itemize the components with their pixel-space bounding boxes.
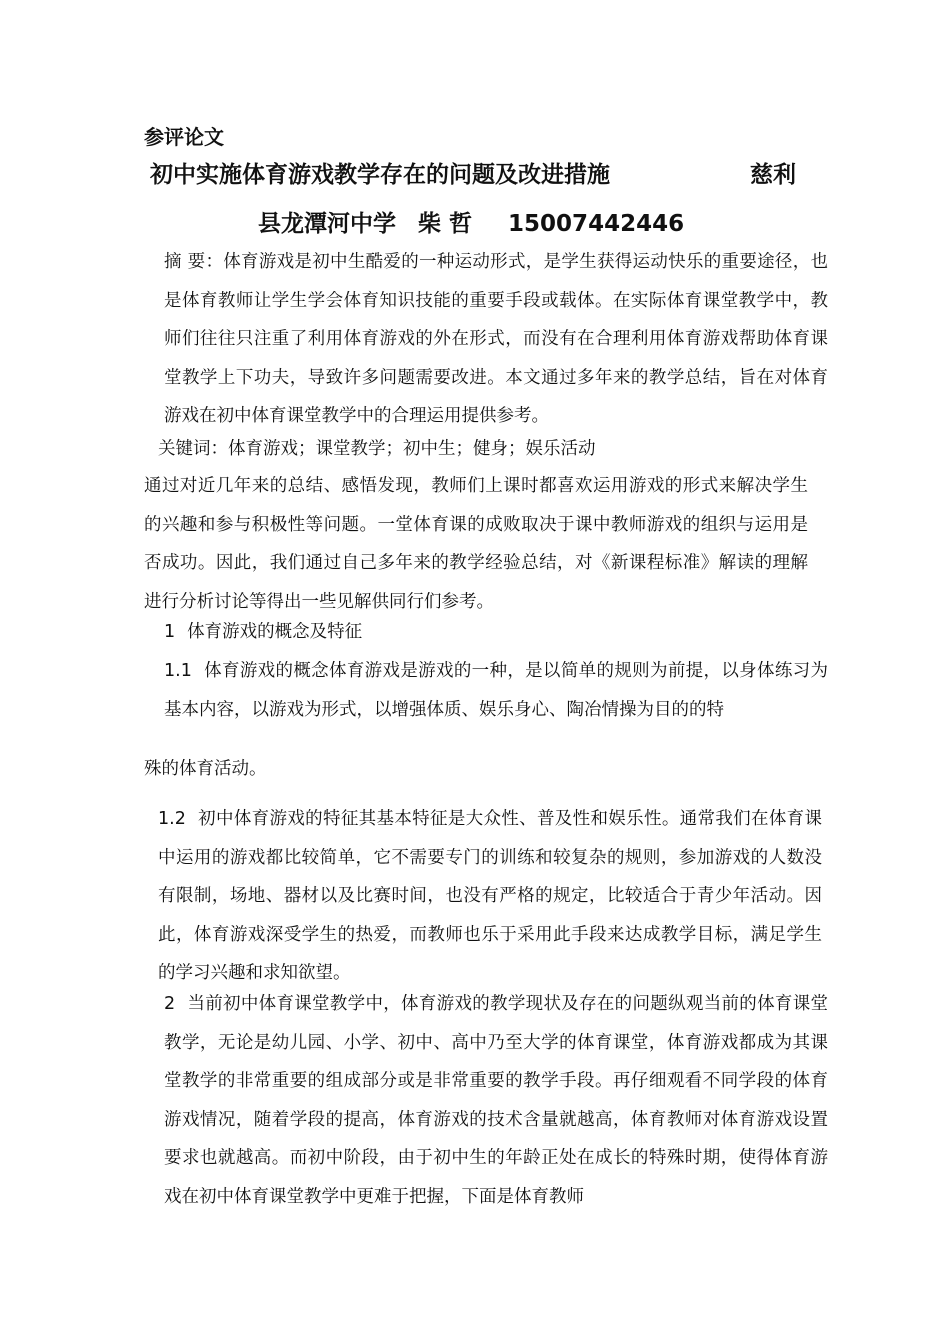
- section-2-number: 2: [164, 994, 176, 1014]
- section-2-text: 当前初中体育课堂教学中，体育游戏的教学现状及存在的问题纵观当前的体育课堂教学，无论是幼儿园、小学、初中、高中乃至大学的体育课堂，体育游戏都成为其课堂教学的非常重要的组成部分或是非常重要的教学手段。再仔细观看不同学段的体育游戏情况，随着学段的提高，体育游戏的技术含量就越高，体育教师对体育游戏设置要求也就越高。而初中阶段，由于初中生的年龄正处在成长的特殊时期，使得体育游戏在初中体育课堂教学中更难于把握，下面是体育教师: [164, 994, 828, 1207]
- paper-category-label: 参评论文: [144, 125, 224, 149]
- author-school: 县龙潭河中学: [258, 210, 396, 237]
- section-1-1-continuation: 殊的体育活动。: [144, 759, 267, 779]
- abstract-paragraph: 摘 要：体育游戏是初中生酷爱的一种运动形式，是学生获得运动快乐的重要途径，也是体育教师让学生学会体育知识技能的重要手段或载体。在实际体育课堂教学中，教师们往往只注重了利用体育游戏的外在形式，而没有在合理利用体育游戏帮助体育课堂教学上下功夫，导致许多问题需要改进。本文通过多年来的教学总结，旨在对体育游戏在初中体育课堂教学中的合理运用提供参考。: [164, 252, 828, 426]
- section-1-2-text: 初中体育游戏的特征其基本特征是大众性、普及性和娱乐性。通常我们在体育课中运用的游戏都比较简单，它不需要专门的训练和较复杂的规则，参加游戏的人数没有限制，场地、器材以及比赛时间，也没有严格的规定，比较适合于青少年活动。因此，体育游戏深受学生的热爱，而教师也乐于采用此手段来达成教学目标，满足学生的学习兴趣和求知欲望。: [158, 809, 822, 983]
- section-1-heading: [144, 613, 828, 652]
- section-1-number: 1: [164, 622, 176, 642]
- section-2-paragraph: [144, 985, 828, 1216]
- section-1-1-number: 1.1: [164, 661, 192, 681]
- section-1-2-number: 1.2: [158, 809, 186, 829]
- author-name: 柴 哲: [418, 210, 473, 237]
- author-phone: 15007442446: [508, 211, 685, 237]
- paper-title: [150, 158, 810, 192]
- section-1-2-paragraph: [144, 800, 822, 993]
- title-county: 慈利: [750, 161, 796, 188]
- title-main: 初中实施体育游戏教学存在的问题及改进措施: [150, 161, 610, 188]
- section-1-1-text: 体育游戏的概念体育游戏是游戏的一种，是以简单的规则为前提，以身体练习为基本内容，以游戏为形式，以增强体质、娱乐身心、陶冶情操为目的的特: [164, 661, 828, 720]
- section-1-1-paragraph: [144, 652, 828, 729]
- author-line: [258, 207, 818, 241]
- section-1-title: 体育游戏的概念及特征: [187, 622, 363, 642]
- intro-paragraph: 通过对近几年来的总结、感悟发现，教师们上课时都喜欢运用游戏的形式来解决学生的兴趣和参与积极性等问题。一堂体育课的成败取决于课中教师游戏的组织与运用是否成功。因此，我们通过自己多年来的教学经验总结，对《新课程标准》解读的理解进行分析讨论等得出一些见解供同行们参考。: [144, 476, 808, 612]
- keywords-paragraph: 关键词：体育游戏；课堂教学；初中生；健身；娱乐活动: [158, 439, 596, 459]
